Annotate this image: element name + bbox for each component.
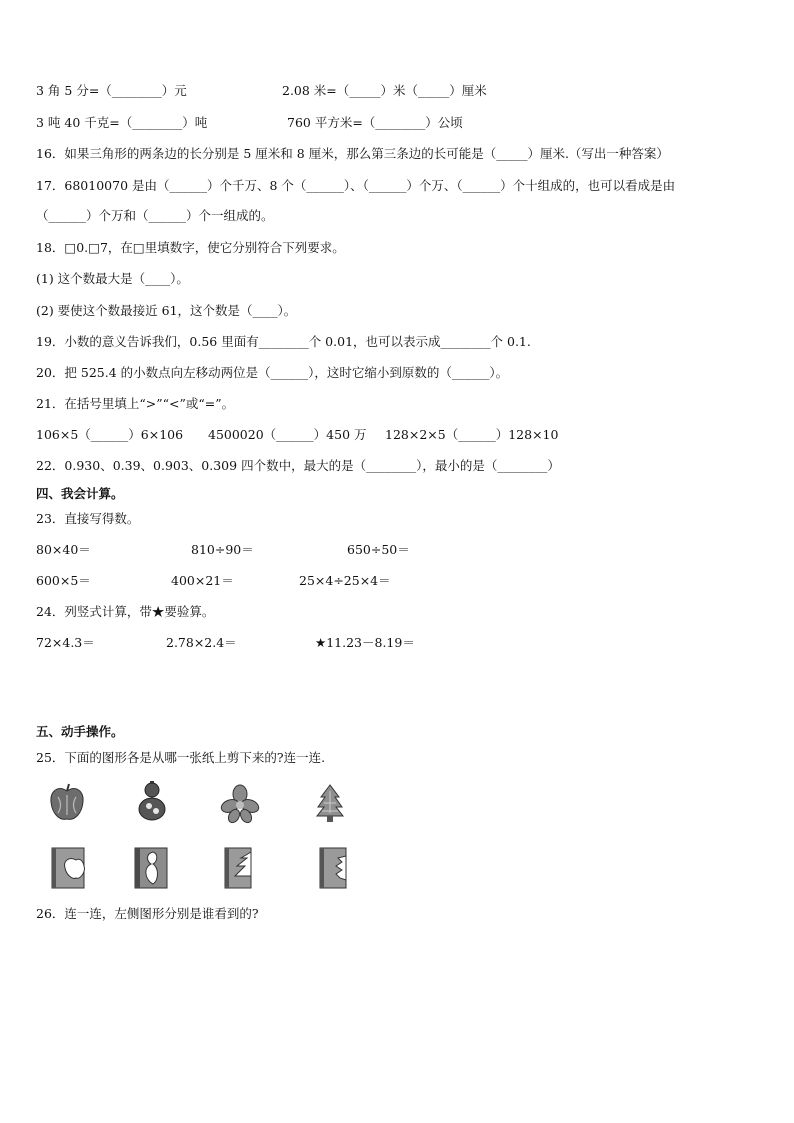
compare-item-2: 4500020（______）450 万 (208, 427, 367, 442)
conversion-ton-kg: 3 吨 40 千克=（________）吨 (36, 115, 208, 130)
gourd-shape-icon[interactable] (136, 780, 168, 822)
question-17-line-1: 17．68010070 是由（______）个千万、8 个（______）、（______）个万、（______）个十组成的，也可以看成是由 (36, 178, 676, 193)
section-four-heading: 四、我会计算。 (36, 486, 124, 501)
cut-paper-1-icon[interactable] (50, 846, 86, 890)
calc-item-1: 80×40＝ (36, 542, 91, 557)
vertical-calc-2: 2.78×2.4＝ (166, 635, 237, 650)
vertical-calc-1: 72×4.3＝ (36, 635, 95, 650)
question-22: 22．0.930、0.39、0.903、0.309 四个数中，最大的是（________），最小的是（________） (36, 458, 560, 473)
calc-item-3: 650÷50＝ (347, 542, 410, 557)
cut-paper-4-icon[interactable] (318, 846, 348, 890)
conversion-jiao-fen: 3 角 5 分=（________）元 (36, 83, 187, 98)
question-18-part-1: (1) 这个数最大是（____）。 (36, 271, 189, 286)
calc-item-2: 810÷90＝ (191, 542, 254, 557)
cut-paper-2-icon[interactable] (133, 846, 169, 890)
question-18: 18．□0.□7，在□里填数字，使它分别符合下列要求。 (36, 240, 345, 255)
vertical-calc-3: ★11.23－8.19＝ (315, 635, 415, 650)
question-26: 26．连一连，左侧图形分别是谁看到的? (36, 906, 259, 921)
section-five-heading: 五、动手操作。 (36, 724, 124, 739)
calc-item-6: 25×4÷25×4＝ (299, 573, 391, 588)
apple-shape-icon[interactable] (48, 783, 86, 823)
question-19: 19．小数的意义告诉我们，0.56 里面有________个 0.01，也可以表示成________个 0.1. (36, 334, 531, 349)
question-18-part-2: (2) 要使这个数最接近 61，这个数是（____）。 (36, 303, 297, 318)
cut-paper-3-icon[interactable] (223, 846, 253, 890)
question-24: 24．列竖式计算，带★要验算。 (36, 604, 215, 619)
tree-shape-icon[interactable] (315, 783, 345, 823)
compare-item-3: 128×2×5（______）128×10 (385, 427, 559, 442)
question-21: 21．在括号里填上“>”“<”或“=”。 (36, 396, 235, 411)
question-20: 20．把 525.4 的小数点向左移动两位是（______），这时它缩小到原数的（______）。 (36, 365, 509, 380)
question-25: 25．下面的图形各是从哪一张纸上剪下来的?连一连. (36, 750, 326, 765)
question-16: 16．如果三角形的两条边的长分别是 5 厘米和 8 厘米，那么第三条边的长可能是（_____）厘米.（写出一种答案） (36, 146, 669, 161)
calc-item-5: 400×21＝ (171, 573, 234, 588)
question-17-line-2: （______）个万和（______）个一组成的。 (36, 208, 274, 223)
conversion-area: 760 平方米=（________）公顷 (287, 115, 463, 130)
calc-item-4: 600×5＝ (36, 573, 91, 588)
question-23: 23．直接写得数。 (36, 511, 140, 526)
conversion-meter-cm: 2.08 米=（_____）米（_____）厘米 (282, 83, 487, 98)
flower-shape-icon[interactable] (220, 784, 260, 824)
compare-item-1: 106×5（______）6×106 (36, 427, 184, 442)
